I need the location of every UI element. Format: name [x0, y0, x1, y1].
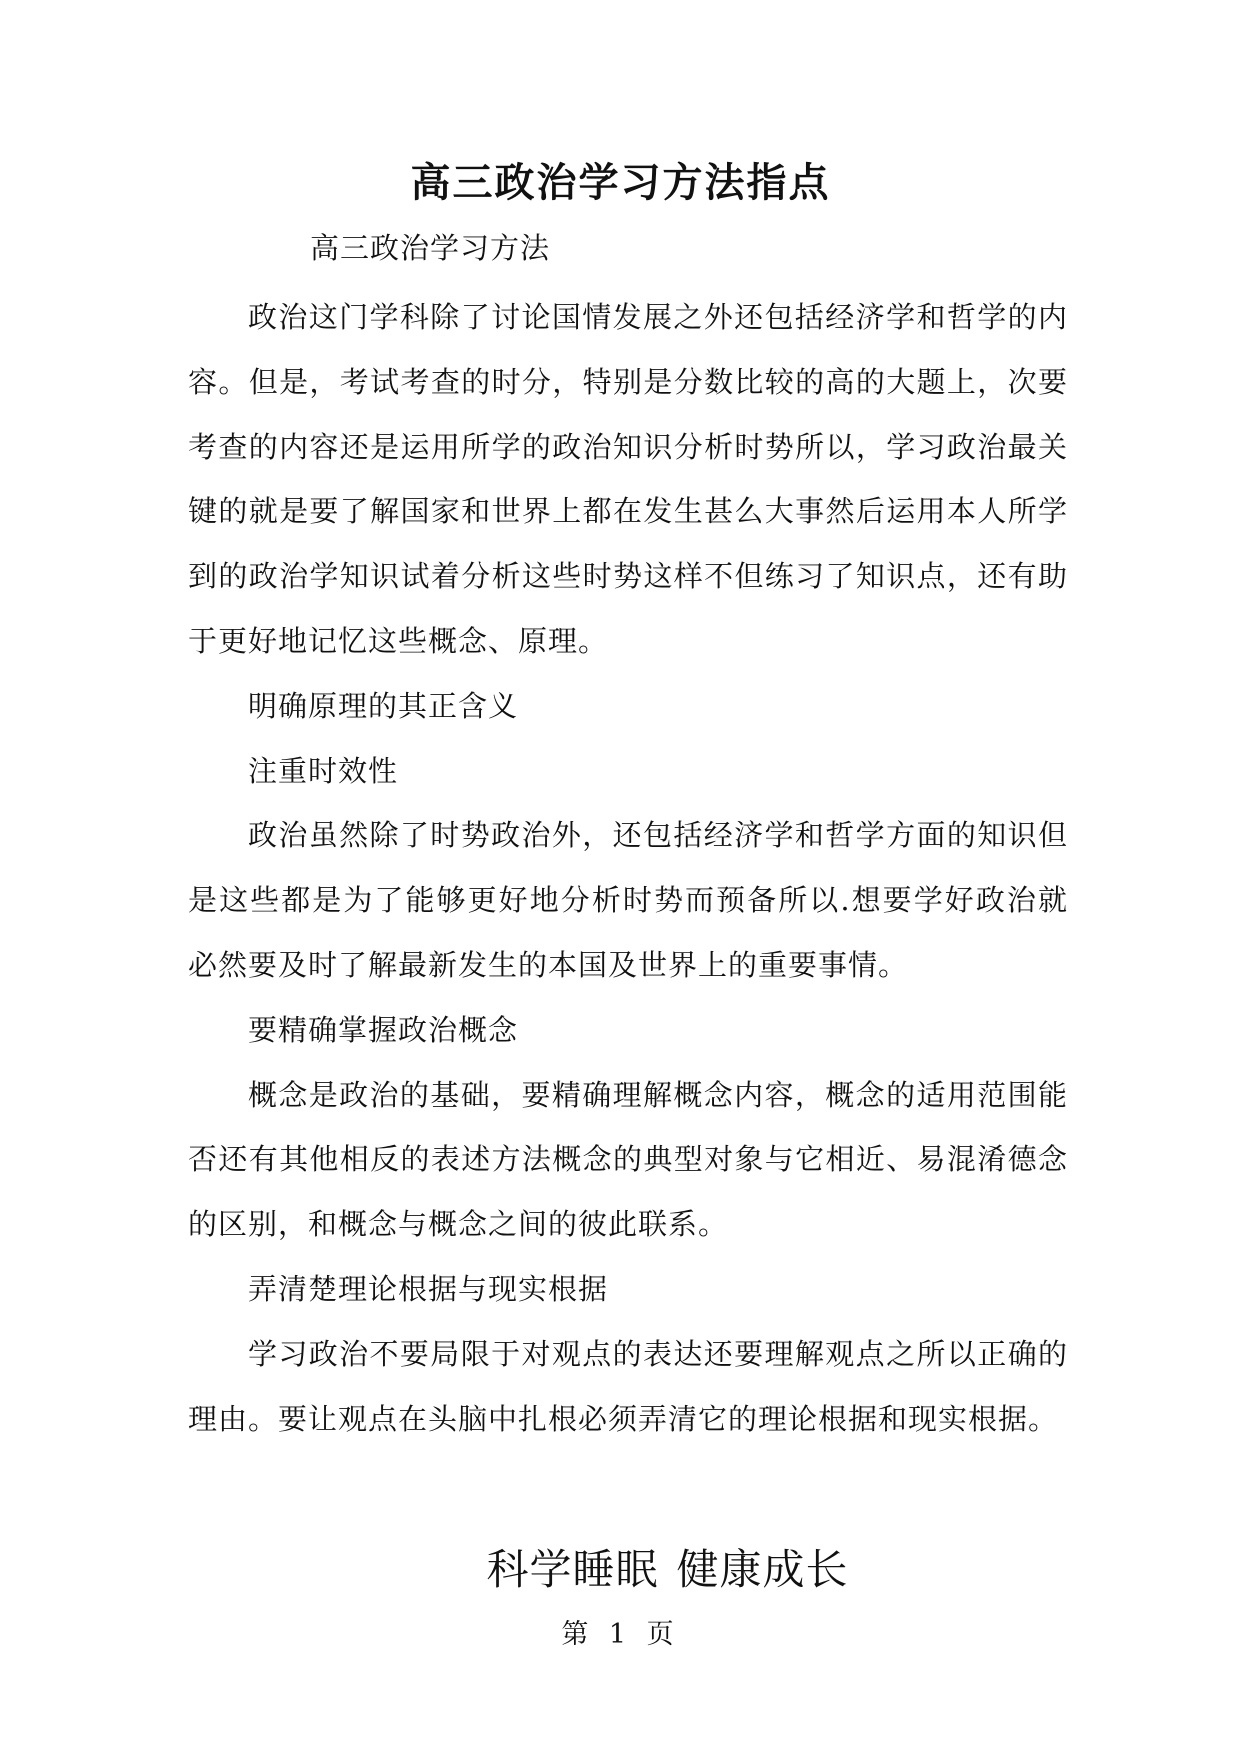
section-heading-principle: 明确原理的其正含义 [248, 688, 519, 723]
paragraph-timeliness: 政治虽然除了时势政治外，还包括经济学和哲学方面的知识但是这些都是为了能够更好地分析时势而预备所以.想要学好政治就必然要及时了解最新发生的本国及世界上的重要事情。 [188, 818, 1068, 982]
section-heading-concepts: 要精确掌握政治概念 [248, 1012, 519, 1047]
paragraph-foundations: 学习政治不要局限于对观点的表达还要理解观点之所以正确的理由。要让观点在头脑中扎根必须弄清它的理论根据和现实根据。 [188, 1336, 1068, 1436]
paragraph-concepts: 概念是政治的基础，要精确理解概念内容，概念的适用范围能否还有其他相反的表述方法概念的典型对象与它相近、易混淆德念的区别，和概念与概念之间的彼此联系。 [188, 1077, 1068, 1242]
footer-title-part1: 科学睡眠 [486, 1545, 659, 1594]
section-heading-foundations: 弄清楚理论根据与现实根据 [248, 1271, 609, 1306]
paragraph-intro: 政治这门学科除了讨论国情发展之外还包括经济学和哲学的内容。但是，考试考查的时分，特别是分数比较的高的大题上，次要考查的内容还是运用所学的政治知识分析时势所以，学习政治最关键的就是要了解国家和世界上都在发生甚么大事然后运用本人所学到的政治学知识试着分析这些时势这样不但练习了知识点，还有助于更好地记忆这些概念、原理。 [188, 300, 1068, 658]
footer-title [0, 1540, 1241, 1600]
document-subtitle: 高三政治学习方法 [310, 231, 551, 265]
section-heading-timeliness: 注重时效性 [248, 753, 399, 788]
document-title: 高三政治学习方法指点 [410, 159, 831, 206]
page-number: 第 1 页 [561, 1619, 680, 1650]
footer-title-part2: 健康成长 [676, 1545, 849, 1594]
document-body [188, 285, 1068, 1451]
